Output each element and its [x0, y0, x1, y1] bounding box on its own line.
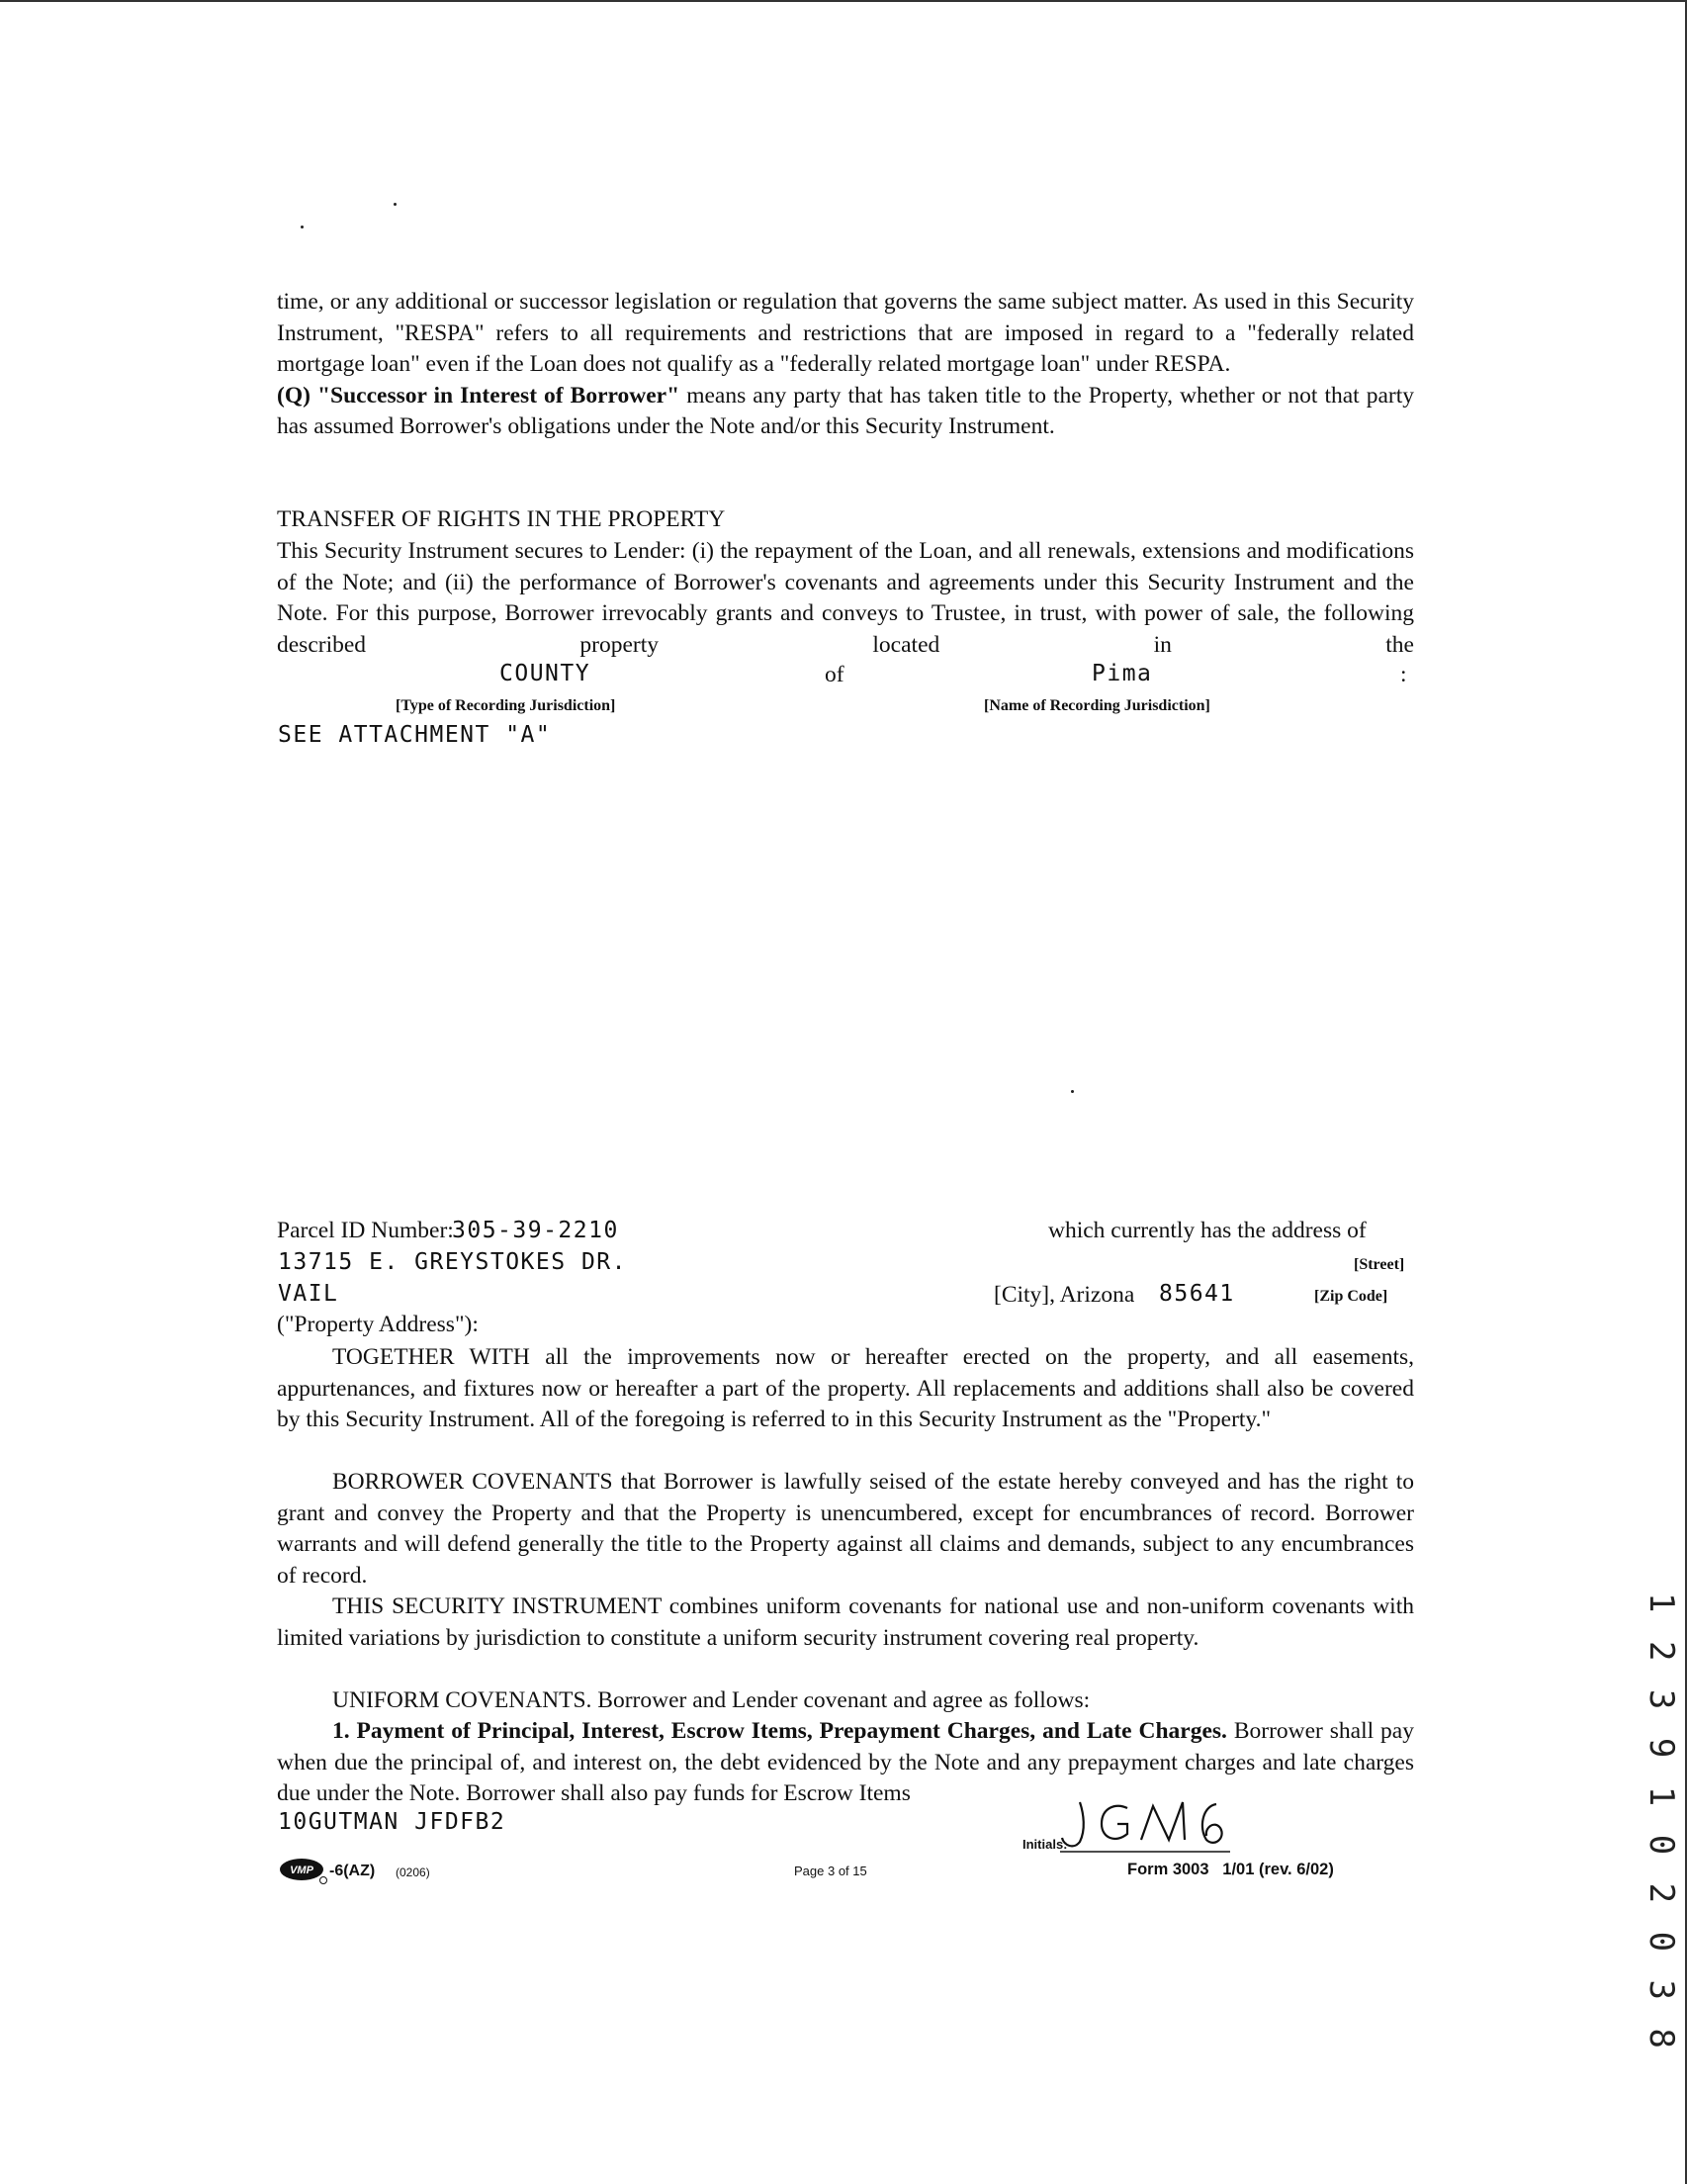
- street-label: [Street]: [1354, 1256, 1405, 1273]
- form-code: -6(AZ): [329, 1863, 376, 1879]
- form-number: Form 3003 1/01 (rev. 6/02): [1127, 1861, 1334, 1878]
- payment-heading: 1. Payment of Principal, Interest, Escrow Items, Prepayment Charges, and Late Charges.: [332, 1718, 1227, 1744]
- jurisdiction-name-value: Pima: [1092, 661, 1153, 686]
- security-instrument-paragraph: THIS SECURITY INSTRUMENT combines uniform covenants for national use and non-uniform covenants with limited variations by jurisdiction to constitute a uniform security instrument covering real property.: [277, 1593, 1414, 1651]
- initials-signature: [1058, 1794, 1232, 1856]
- respa-paragraph: [277, 287, 1414, 443]
- jurisdiction-name-label: [Name of Recording Jurisdiction]: [984, 697, 1210, 714]
- page-number: Page 3 of 15: [794, 1864, 867, 1878]
- respa-text: time, or any additional or successor legislation or regulation that governs the same subject matter. As used in this Security Instrument, "RESPA" refers to all requirements and restrictions that are imposed in regard to a "federally related mortgage loan" even if the Loan does not qualify as a "federally related mortgage loan" under RESPA.: [277, 289, 1414, 377]
- zip-value: 85641: [1159, 1281, 1235, 1307]
- loan-code: 10GUTMAN JFDFB2: [278, 1809, 506, 1835]
- initials-label: Initials:: [1022, 1837, 1068, 1852]
- city-label: [City], Arizona: [994, 1282, 1135, 1308]
- transfer-heading: TRANSFER OF RIGHTS IN THE PROPERTY: [277, 506, 726, 532]
- parcel-label: Parcel ID Number:: [277, 1218, 454, 1243]
- payment-text: Borrower shall pay when due the principal of, and interest on, the debt evidenced by the Note and any prepayment charges and late charges due under the Note. Borrower shall also pay funds for Escrow Items: [277, 1718, 1414, 1806]
- scan-speck: [1071, 1090, 1074, 1093]
- together-with-paragraph: TOGETHER WITH all the improvements now or hereafter erected on the property, and all easements, appurtenances, and fixtures now or hereafter a part of the property. All replacements and additions shall also be covered by this Security Instrument. All of the foregoing is referred to in this Security Instrument as the "Property.": [277, 1344, 1414, 1432]
- transfer-paragraph: This Security Instrument secures to Lender: (i) the repayment of the Loan, and all renewals, extensions and modifications of the Note; and (ii) the performance of Borrower's covenants and agreements under this Security Instrument and the Note. For this purpose, Borrower irrevocably grants and conveys to Trustee, in trust, with power of sale, the following described property located in the: [277, 538, 1414, 658]
- uniform-covenants-line: UNIFORM COVENANTS. Borrower and Lender covenant and agree as follows:: [332, 1687, 1091, 1713]
- address-intro: which currently has the address of: [1048, 1218, 1367, 1243]
- scan-speck: [394, 203, 397, 206]
- recording-stamp: 1 2 3 9 1 0 2 0 3 8: [1642, 1592, 1681, 2052]
- property-address-label: ("Property Address"):: [277, 1312, 479, 1337]
- jurisdiction-colon: :: [1400, 662, 1407, 687]
- successor-definition: means any party that has taken title to the Property, whether or not that party has assumed Borrower's obligations under the Note and/or this Security Instrument.: [277, 382, 1414, 439]
- zip-label: [Zip Code]: [1314, 1288, 1388, 1305]
- payment-paragraph: [277, 1716, 1414, 1810]
- svg-text:VMP: VMP: [290, 1865, 313, 1876]
- borrower-covenants-paragraph: BORROWER COVENANTS that Borrower is lawfully seised of the estate hereby conveyed and has the right to grant and convey the Property and that the Property is unencumbered, except for encumbrances of record. Borrower warrants and will defend generally the title to the Property against all claims and demands, subject to any encumbrances of record.: [277, 1469, 1414, 1589]
- jurisdiction-of: of: [825, 662, 844, 687]
- jurisdiction-type-label: [Type of Recording Jurisdiction]: [396, 697, 616, 714]
- street-value: 13715 E. GREYSTOKES DR.: [278, 1249, 627, 1275]
- vmp-logo-icon: [278, 1858, 333, 1885]
- city-value: VAIL: [278, 1281, 339, 1307]
- form-date: (0206): [396, 1866, 430, 1879]
- successor-term: (Q) "Successor in Interest of Borrower": [277, 382, 680, 409]
- scan-speck: [301, 226, 304, 228]
- handwritten-initials-icon: [1058, 1794, 1232, 1856]
- vmp-logo: [278, 1858, 333, 1883]
- jurisdiction-type-value: COUNTY: [499, 661, 591, 686]
- parcel-number: 305-39-2210: [452, 1218, 619, 1243]
- attachment-reference: SEE ATTACHMENT "A": [278, 722, 552, 748]
